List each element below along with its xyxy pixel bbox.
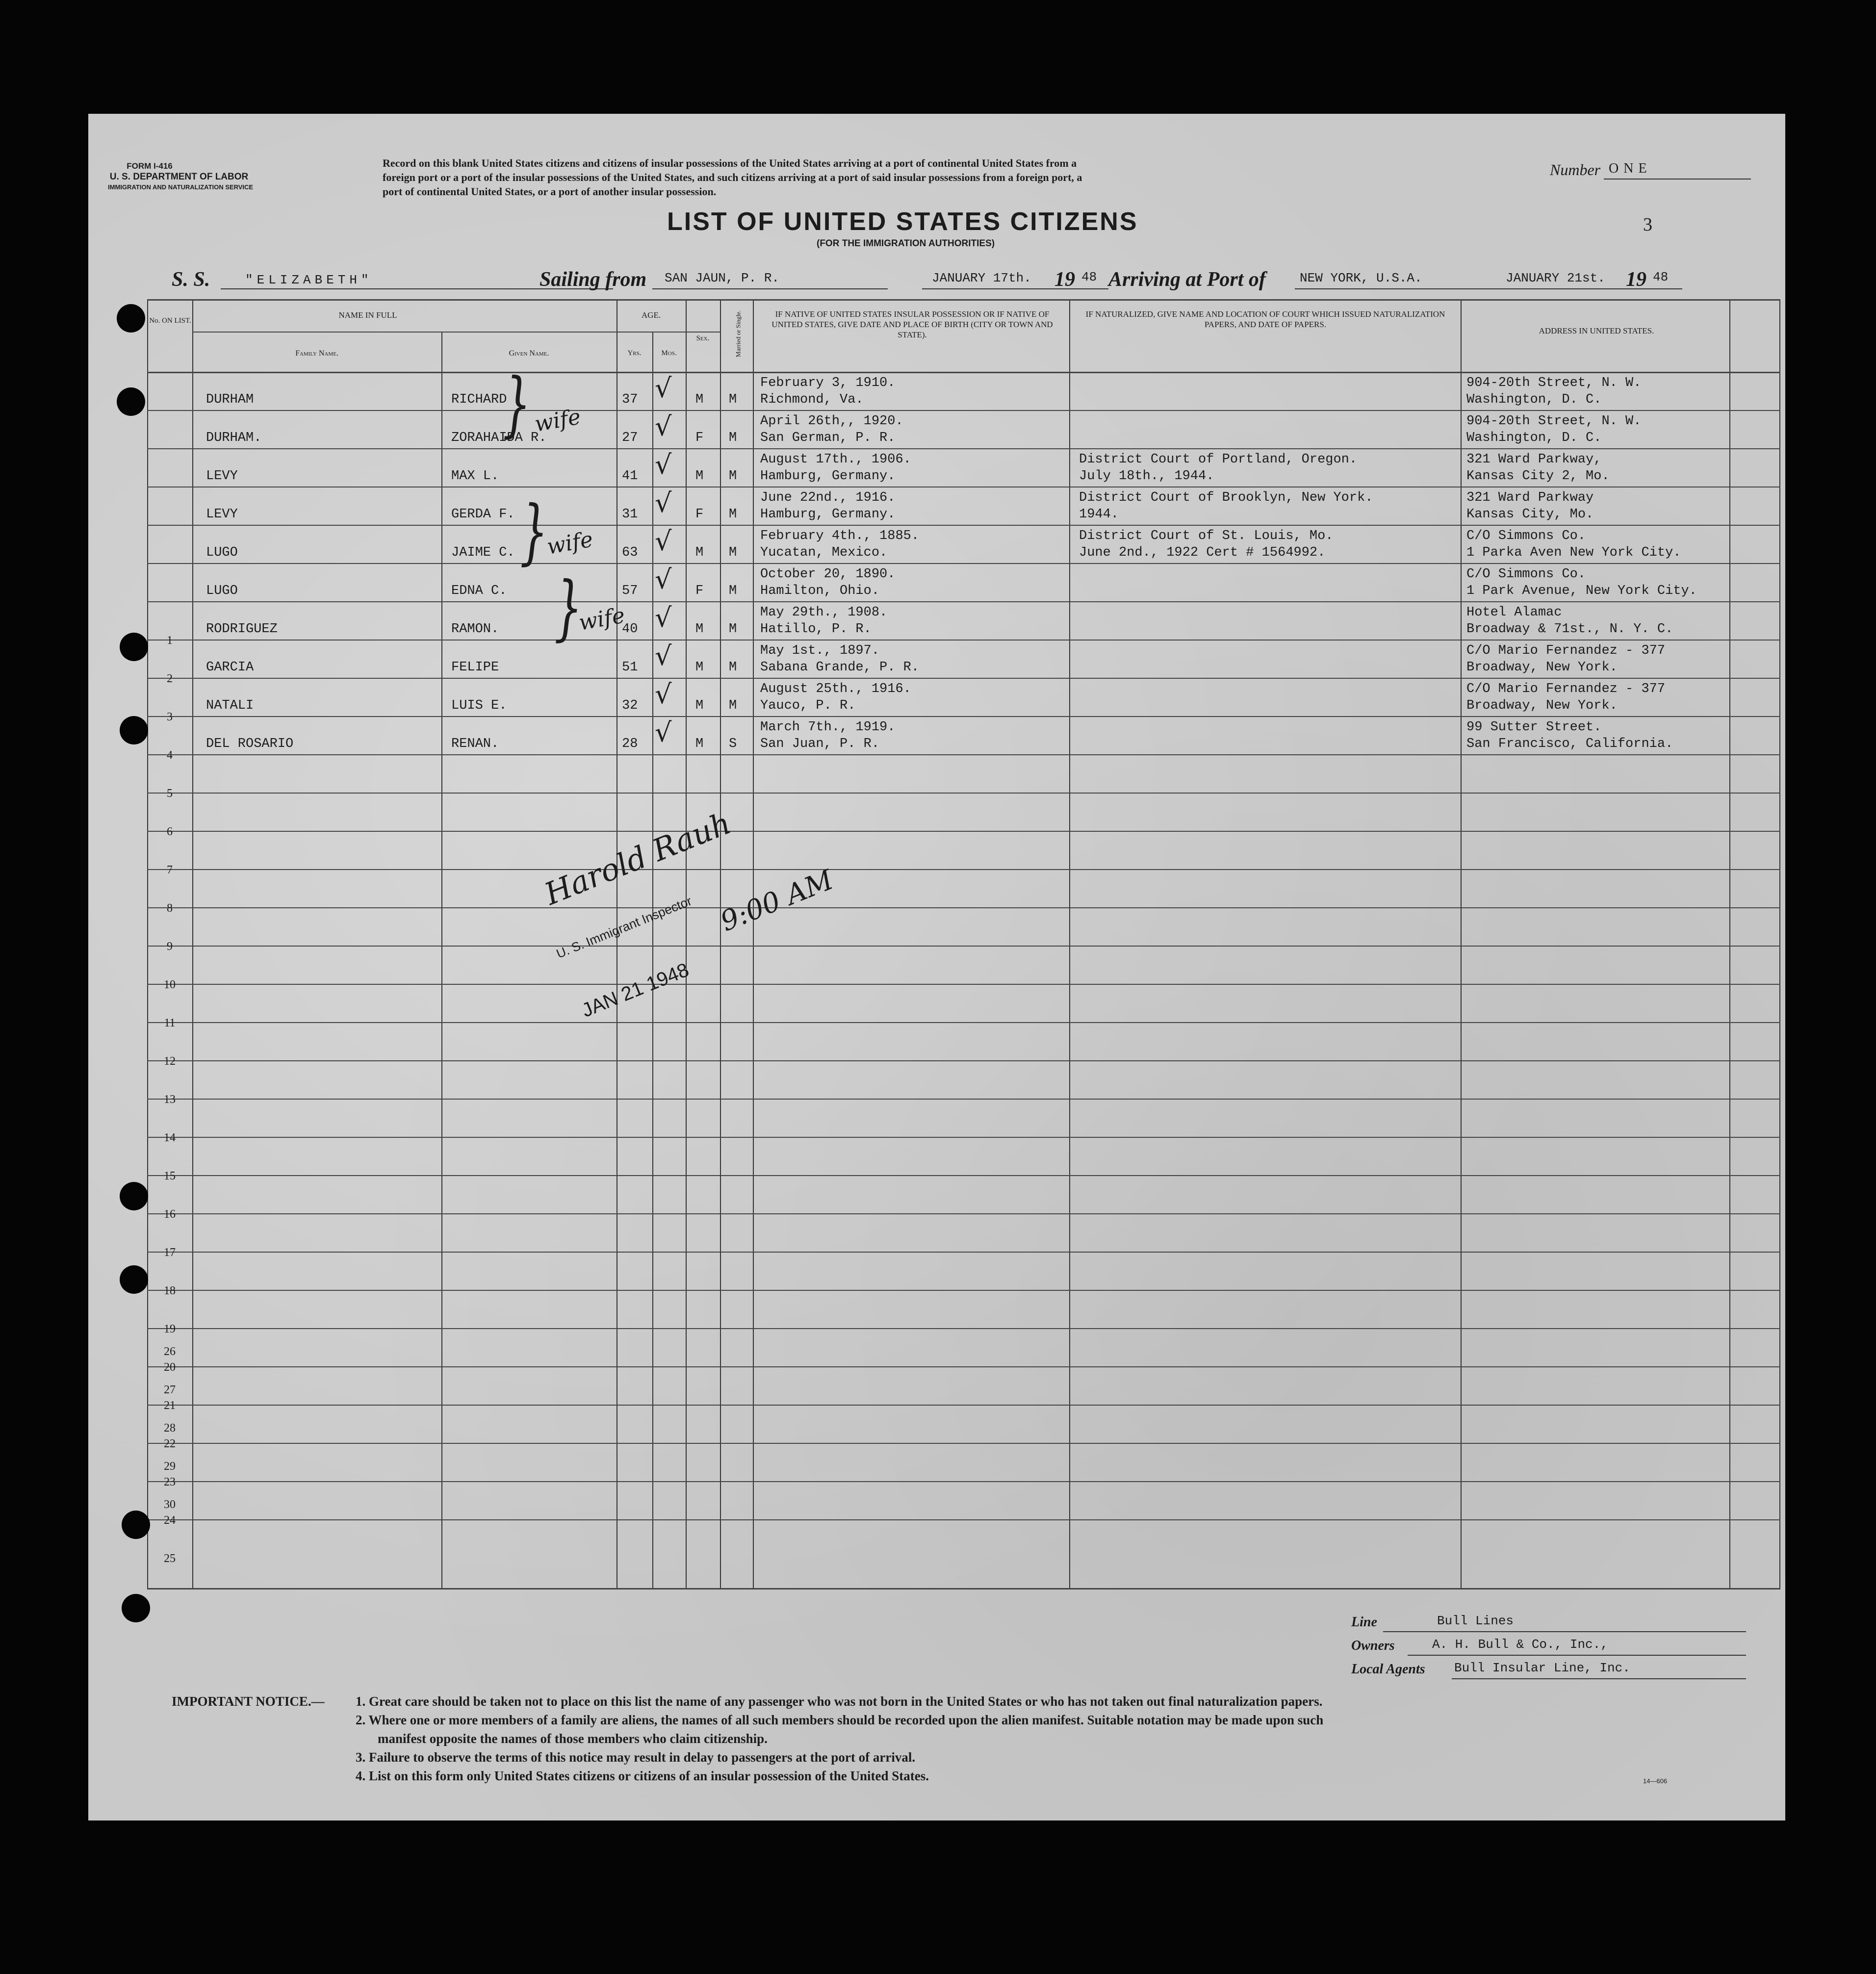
row-number: 27	[164, 1384, 176, 1396]
inspection-time: 9:00 AM	[716, 864, 838, 938]
cell-married: M	[729, 698, 737, 713]
punch-hole	[120, 1265, 148, 1294]
header-name-group: NAME IN FULL	[338, 310, 397, 320]
check-mark: √	[655, 373, 672, 404]
header-months: Mos.	[661, 349, 677, 357]
sailing-port: SAN JAUN, P. R.	[665, 271, 780, 285]
arriving-underline	[1295, 288, 1682, 289]
row-number: 13	[164, 1093, 176, 1106]
wife-note: wife	[577, 603, 627, 636]
arriving-port: NEW YORK, U.S.A.	[1300, 271, 1422, 285]
cell-family: RODRIGUEZ	[206, 622, 278, 637]
cell-birth1: February 4th., 1885.	[760, 529, 920, 543]
notice-3: 3. Failure to observe the terms of this notice may result in delay to passengers at the port of arrival.	[356, 1750, 916, 1765]
row-rule	[147, 1405, 1780, 1406]
cell-nat1: District Court of Brooklyn, New York.	[1079, 490, 1373, 505]
cell-addr1: 321 Ward Parkway,	[1466, 452, 1602, 467]
header-sex: Sex.	[696, 334, 710, 342]
row-number: 9	[167, 940, 173, 953]
row-rule	[147, 1290, 1780, 1291]
row-rule	[147, 1022, 1780, 1023]
cell-nat2: July 18th., 1944.	[1079, 469, 1214, 484]
cell-nat2: June 2nd., 1922 Cert # 1564992.	[1079, 545, 1326, 560]
header-years: Yrs.	[627, 349, 642, 357]
page-subtitle: (FOR THE IMMIGRATION AUTHORITIES)	[817, 238, 995, 249]
cell-birth2: Richmond, Va.	[760, 392, 864, 407]
line-value: Bull Lines	[1437, 1614, 1514, 1628]
cell-addr2: Broadway, New York.	[1466, 698, 1618, 713]
row-number: 8	[167, 902, 173, 915]
cell-married: M	[729, 392, 737, 407]
owners-underline	[1408, 1655, 1746, 1656]
cell-sex: M	[695, 698, 704, 713]
cell-addr2: Kansas City, Mo.	[1466, 507, 1594, 522]
cell-birth2: Hamilton, Ohio.	[760, 584, 880, 598]
check-mark: √	[655, 641, 672, 671]
cell-addr1: C/O Mario Fernandez - 377	[1466, 682, 1666, 696]
cell-sex: M	[695, 622, 704, 637]
intro-line-2: foreign port or a port of the insular possessions of the United States, and such citizens arriving at a port of said insular possessions from a foreign port, a	[383, 171, 1082, 183]
cell-addr1: C/O Simmons Co.	[1466, 529, 1586, 543]
cell-addr2: Washington, D. C.	[1466, 392, 1602, 407]
row-number: 3	[167, 711, 173, 723]
row-rule	[147, 1481, 1780, 1482]
cell-addr1: 904-20th Street, N. W.	[1466, 414, 1642, 429]
arriving-date: JANUARY 21st.	[1506, 271, 1605, 285]
sailing-date: JANUARY 17th.	[932, 271, 1031, 285]
table-bottom-line	[147, 1588, 1780, 1589]
cell-married: M	[729, 622, 737, 637]
row-number: 19	[164, 1323, 176, 1335]
cell-birth2: Hatillo, P. R.	[760, 622, 872, 637]
service-name: IMMIGRATION AND NATURALIZATION SERVICE	[108, 183, 254, 191]
cell-birth1: February 3, 1910.	[760, 376, 896, 390]
cell-addr2: Washington, D. C.	[1466, 431, 1602, 445]
table-top-line	[147, 299, 1780, 301]
cell-given: JAIME C.	[451, 545, 515, 560]
check-mark: √	[655, 411, 672, 442]
table-border-left	[147, 299, 148, 1589]
cell-nat1: District Court of Portland, Oregon.	[1079, 452, 1358, 467]
cell-given: LUIS E.	[451, 698, 507, 713]
col-divider	[652, 332, 653, 1589]
check-mark: √	[655, 717, 672, 748]
intro-line-3: port of continental United States, or a port of another insular possession.	[383, 185, 717, 198]
cell-nat1: District Court of St. Louis, Mo.	[1079, 529, 1334, 543]
cell-addr2: 1 Parka Aven New York City.	[1466, 545, 1681, 560]
row-number: 1	[167, 634, 173, 647]
cell-yrs: 27	[622, 431, 638, 445]
cell-addr1: C/O Simmons Co.	[1466, 567, 1586, 582]
agents-label: Local Agents	[1351, 1662, 1425, 1677]
row-rule	[147, 754, 1780, 755]
bracket-mark: }	[520, 490, 548, 573]
cell-birth1: May 29th., 1908.	[760, 605, 888, 620]
row-rule	[147, 946, 1780, 947]
owners-label: Owners	[1351, 1638, 1395, 1653]
row-number: 15	[164, 1170, 176, 1182]
cell-sex: M	[695, 545, 704, 560]
cell-yrs: 63	[622, 545, 638, 560]
cell-birth1: May 1st., 1897.	[760, 643, 880, 658]
row-number: 25	[164, 1552, 176, 1565]
cell-addr1: 321 Ward Parkway	[1466, 490, 1594, 505]
cell-married: M	[729, 584, 737, 598]
punch-hole	[120, 716, 148, 744]
row-rule	[147, 1137, 1780, 1138]
row-rule	[147, 869, 1780, 870]
cell-birth1: April 26th,, 1920.	[760, 414, 903, 429]
arriving-label: Arriving at Port of	[1108, 268, 1266, 291]
inspector-signature: Harold Rauh	[540, 805, 736, 912]
cell-sex: M	[695, 737, 704, 751]
cell-birth2: Hamburg, Germany.	[760, 469, 896, 484]
cell-given: EDNA C.	[451, 584, 507, 598]
cell-birth2: Sabana Grande, P. R.	[760, 660, 920, 675]
sailing-year: 48	[1081, 270, 1097, 284]
row-rule	[147, 1328, 1780, 1329]
form-number: FORM I-416	[127, 161, 173, 171]
notice-2: 2. Where one or more members of a family are aliens, the names of all such members should be recorded upon the alien manifest. Suitable notation may be made upon such	[356, 1713, 1324, 1727]
header-age-group: AGE.	[641, 310, 661, 320]
ship-name: "ELIZABETH"	[245, 273, 373, 287]
punch-hole	[117, 304, 145, 333]
department-name: U. S. DEPARTMENT OF LABOR	[109, 172, 249, 182]
cell-yrs: 28	[622, 737, 638, 751]
cell-family: DURHAM.	[206, 431, 262, 445]
row-rule	[147, 601, 1780, 602]
row-number: 24	[164, 1514, 176, 1527]
sailing-port-underline	[652, 288, 888, 289]
cell-sex: F	[695, 431, 704, 445]
row-rule	[147, 525, 1780, 526]
cell-given: RENAN.	[451, 737, 499, 751]
row-rule	[147, 793, 1780, 794]
row-number: 6	[167, 825, 173, 838]
row-rule	[147, 1252, 1780, 1253]
header-address: ADDRESS IN UNITED STATES.	[1539, 326, 1654, 335]
row-number: 7	[167, 864, 173, 876]
cell-sex: F	[695, 507, 704, 522]
cell-family: GARCIA	[206, 660, 254, 675]
cell-given: MAX L.	[451, 469, 499, 484]
row-number: 10	[164, 978, 176, 991]
cell-married: M	[729, 660, 737, 675]
sailing-label: Sailing from	[540, 268, 647, 291]
row-rule	[147, 1175, 1780, 1176]
cell-birth2: Yucatan, Mexico.	[760, 545, 888, 560]
col-divider	[753, 299, 754, 1589]
row-number: 4	[167, 749, 173, 762]
col-divider	[720, 299, 721, 1589]
intro-line-1: Record on this blank United States citizens and citizens of insular possessions of the United States arriving at a port of continental United States from a	[383, 157, 1077, 169]
cell-family: NATALI	[206, 698, 254, 713]
number-value: ONE	[1609, 161, 1652, 176]
punch-hole	[120, 633, 148, 661]
row-number: 12	[164, 1055, 176, 1068]
cell-sex: M	[695, 469, 704, 484]
punch-hole	[122, 1594, 150, 1622]
cell-sex: M	[695, 660, 704, 675]
cell-birth1: October 20, 1890.	[760, 567, 896, 582]
col-divider	[1461, 299, 1462, 1589]
header-birth: IF NATIVE OF UNITED STATES INSULAR POSSESSION OR IF NATIVE OF UNITED STATES, GIVE DATE AND PLACE OF BIRTH (CITY OR TOWN AND STATE).	[771, 309, 1053, 339]
header-given-name: Given Name.	[509, 349, 549, 358]
check-mark: √	[655, 449, 672, 480]
cell-addr1: C/O Mario Fernandez - 377	[1466, 643, 1666, 658]
cell-married: M	[729, 431, 737, 445]
row-number: 18	[164, 1284, 176, 1297]
cell-birth1: August 25th., 1916.	[760, 682, 911, 696]
row-number: 20	[164, 1361, 176, 1374]
row-rule	[147, 1099, 1780, 1100]
row-rule	[147, 1366, 1780, 1367]
col-divider	[192, 299, 193, 1589]
row-number: 22	[164, 1437, 176, 1450]
cell-birth1: March 7th., 1919.	[760, 720, 896, 735]
cell-nat2: 1944.	[1079, 507, 1119, 522]
print-code: 14—606	[1643, 1777, 1668, 1785]
row-rule	[147, 1060, 1780, 1061]
cell-yrs: 31	[622, 507, 638, 522]
cell-addr2: Broadway, New York.	[1466, 660, 1618, 675]
cell-addr2: Broadway & 71st., N. Y. C.	[1466, 622, 1673, 637]
col-divider	[686, 299, 687, 1589]
cell-birth2: San Juan, P. R.	[760, 737, 880, 751]
notice-2-cont: manifest opposite the names of those members who claim citizenship.	[378, 1731, 768, 1746]
cell-birth1: August 17th., 1906.	[760, 452, 911, 467]
cell-family: LUGO	[206, 545, 238, 560]
document-sheet	[88, 114, 1785, 1820]
header-married: Married or Single.	[734, 310, 742, 358]
line-underline	[1383, 1631, 1746, 1632]
agents-underline	[1452, 1678, 1746, 1679]
punch-hole	[117, 387, 145, 416]
cell-married: M	[729, 469, 737, 484]
punch-hole	[122, 1511, 150, 1539]
row-rule	[147, 907, 1780, 908]
arriving-year: 48	[1653, 270, 1669, 284]
cell-yrs: 41	[622, 469, 638, 484]
cell-sex: F	[695, 584, 704, 598]
line-label: Line	[1351, 1615, 1377, 1630]
row-rule	[147, 984, 1780, 985]
inspector-title: U. S. Immigrant Inspector	[554, 893, 694, 961]
check-mark: √	[655, 602, 672, 633]
row-number: 17	[164, 1246, 176, 1259]
header-family-name: Family Name.	[295, 349, 338, 358]
cell-given: ZORAHAIDA R.	[451, 431, 547, 445]
row-rule	[147, 678, 1780, 679]
row-rule	[147, 831, 1780, 832]
row-number: 16	[164, 1208, 176, 1221]
page-number: 3	[1643, 214, 1652, 235]
number-label: Number	[1550, 161, 1601, 179]
cell-addr1: 99 Sutter Street.	[1466, 720, 1602, 735]
cell-yrs: 32	[622, 698, 638, 713]
cell-yrs: 40	[622, 622, 638, 637]
cell-addr1: 904-20th Street, N. W.	[1466, 376, 1642, 390]
col-divider	[441, 332, 442, 1589]
cell-addr2: 1 Park Avenue, New York City.	[1466, 584, 1697, 598]
col-divider	[1069, 299, 1070, 1589]
row-number: 30	[164, 1498, 176, 1511]
row-rule	[147, 410, 1780, 411]
agents-value: Bull Insular Line, Inc.	[1454, 1661, 1630, 1675]
cell-yrs: 51	[622, 660, 638, 675]
row-rule	[147, 563, 1780, 564]
cell-addr2: Kansas City 2, Mo.	[1466, 469, 1610, 484]
cell-family: LEVY	[206, 469, 238, 484]
cell-family: DEL ROSARIO	[206, 737, 294, 751]
cell-given: FELIPE	[451, 660, 499, 675]
row-number: 14	[164, 1131, 176, 1144]
cell-birth2: Yauco, P. R.	[760, 698, 856, 713]
notice-4: 4. List on this form only United States citizens or citizens of an insular possession of the United States.	[356, 1769, 929, 1783]
page-title: LIST OF UNITED STATES CITIZENS	[667, 207, 1138, 236]
row-rule	[147, 1213, 1780, 1214]
wife-note: wife	[533, 404, 583, 437]
cell-given: RICHARD .	[451, 392, 523, 407]
row-rule	[147, 448, 1780, 449]
col-divider	[1729, 299, 1730, 1589]
cell-yrs: 37	[622, 392, 638, 407]
table-border-right	[1779, 299, 1780, 1589]
owners-value: A. H. Bull & Co., Inc.,	[1432, 1637, 1608, 1652]
header-bottom-line	[147, 372, 1780, 373]
row-rule	[147, 716, 1780, 717]
row-number: 2	[167, 672, 173, 685]
row-number: 28	[164, 1422, 176, 1435]
header-naturalized: IF NATURALIZED, GIVE NAME AND LOCATION OF COURT WHICH ISSUED NATURALIZATION PAPERS, AND DATE OF PAPERS.	[1085, 309, 1445, 329]
passenger-table	[147, 299, 1780, 1589]
arriving-year-prefix: 19	[1626, 268, 1646, 291]
wife-note: wife	[545, 527, 595, 560]
sailing-date-underline	[922, 288, 1108, 289]
cell-given: RAMON.	[451, 622, 499, 637]
row-rule	[147, 1519, 1780, 1520]
notice-1: 1. Great care should be taken not to place on this list the name of any passenger who was not born in the United States or who has not taken out final naturalization papers.	[356, 1694, 1323, 1709]
header-subline	[192, 332, 720, 333]
row-number: 5	[167, 787, 173, 800]
check-mark: √	[655, 564, 672, 595]
cell-family: LEVY	[206, 507, 238, 522]
cell-birth1: June 22nd., 1916.	[760, 490, 896, 505]
row-number: 11	[164, 1017, 176, 1029]
cell-family: DURHAM	[206, 392, 254, 407]
row-number: 23	[164, 1476, 176, 1488]
cell-family: LUGO	[206, 584, 238, 598]
check-mark: √	[655, 526, 672, 557]
row-number: 21	[164, 1399, 176, 1412]
cell-birth2: Hamburg, Germany.	[760, 507, 896, 522]
row-rule	[147, 640, 1780, 641]
check-mark: √	[655, 487, 672, 518]
cell-birth2: San German, P. R.	[760, 431, 896, 445]
row-number: 26	[164, 1345, 176, 1358]
row-number: 29	[164, 1460, 176, 1473]
cell-sex: M	[695, 392, 704, 407]
check-mark: √	[655, 679, 672, 710]
notice-label: IMPORTANT NOTICE.—	[172, 1694, 325, 1709]
header-no: No. ON LIST.	[149, 317, 191, 325]
cell-addr1: Hotel Alamac	[1466, 605, 1562, 620]
cell-married: M	[729, 507, 737, 522]
cell-addr2: San Francisco, California.	[1466, 737, 1673, 751]
cell-yrs: 57	[622, 584, 638, 598]
sailing-year-prefix: 19	[1054, 268, 1075, 291]
bracket-mark: }	[503, 363, 531, 446]
ss-label: S. S.	[172, 268, 210, 291]
bracket-mark: }	[554, 566, 583, 649]
row-rule	[147, 1443, 1780, 1444]
cell-married: S	[729, 737, 737, 751]
inspection-date: JAN 21 1948	[579, 959, 692, 1022]
cell-given: GERDA F.	[451, 507, 515, 522]
cell-married: M	[729, 545, 737, 560]
punch-hole	[120, 1182, 148, 1210]
